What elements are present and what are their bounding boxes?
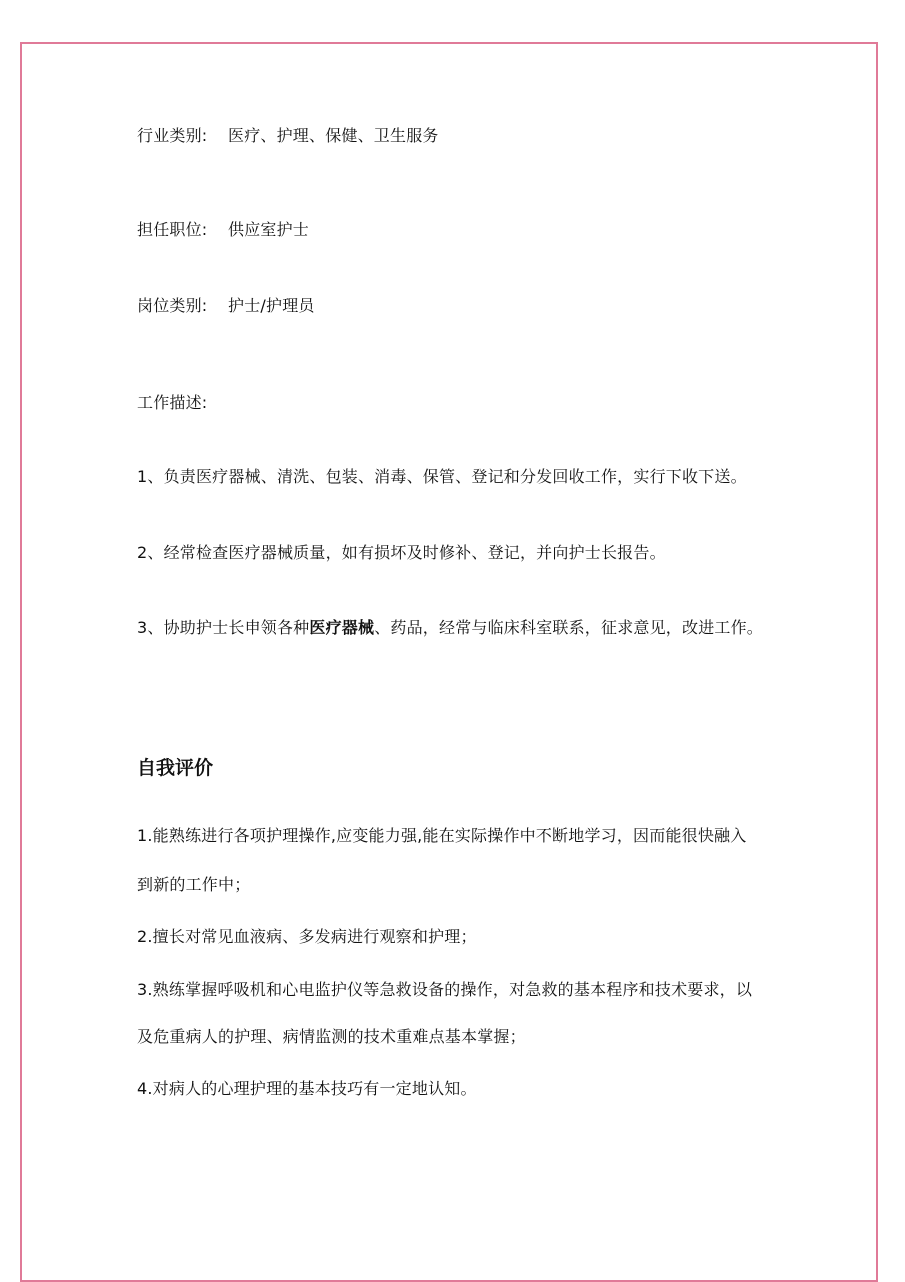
- industry-row: [137, 126, 439, 146]
- duty-item: [137, 618, 763, 638]
- category-row: [137, 296, 315, 316]
- category-label: 岗位类别:: [137, 296, 208, 315]
- position-value: 供应室护士: [228, 220, 310, 239]
- position-row: [137, 220, 309, 240]
- duty-text: 3、协助护士长申领各种: [137, 618, 310, 637]
- evaluation-line: 2.擅长对常见血液病、多发病进行观察和护理；: [137, 927, 477, 946]
- evaluation-line: 4.对病人的心理护理的基本技巧有一定地认知。: [137, 1079, 477, 1098]
- evaluation-line: 1.能熟练进行各项护理操作,应变能力强,能在实际操作中不断地学习，因而能很快融入: [137, 826, 747, 845]
- duty-item: [137, 543, 666, 563]
- self-evaluation-heading: 自我评价: [137, 757, 214, 779]
- industry-label: 行业类别:: [137, 126, 208, 145]
- duty-text: 1、负责医疗器械、清洗、包装、消毒、保管、登记和分发回收工作，实行下收下送。: [137, 467, 747, 486]
- duty-bold-text: 医疗器械: [309, 618, 375, 637]
- position-label: 担任职位:: [137, 220, 208, 239]
- duty-text: 2、经常检查医疗器械质量，如有损坏及时修补、登记，并向护士长报告。: [137, 543, 666, 562]
- industry-value: 医疗、护理、保健、卫生服务: [228, 126, 439, 145]
- duty-item: [137, 467, 747, 487]
- evaluation-line: 3.熟练掌握呼吸机和心电监护仪等急救设备的操作，对急救的基本程序和技术要求，以: [137, 980, 753, 999]
- description-label: 工作描述:: [137, 393, 208, 412]
- evaluation-line: 及危重病人的护理、病情监测的技术重难点基本掌握；: [137, 1027, 526, 1046]
- evaluation-line: 到新的工作中；: [137, 875, 251, 894]
- duty-text-after: 、药品，经常与临床科室联系，征求意见，改进工作。: [374, 618, 764, 637]
- category-value: 护士/护理员: [228, 296, 315, 315]
